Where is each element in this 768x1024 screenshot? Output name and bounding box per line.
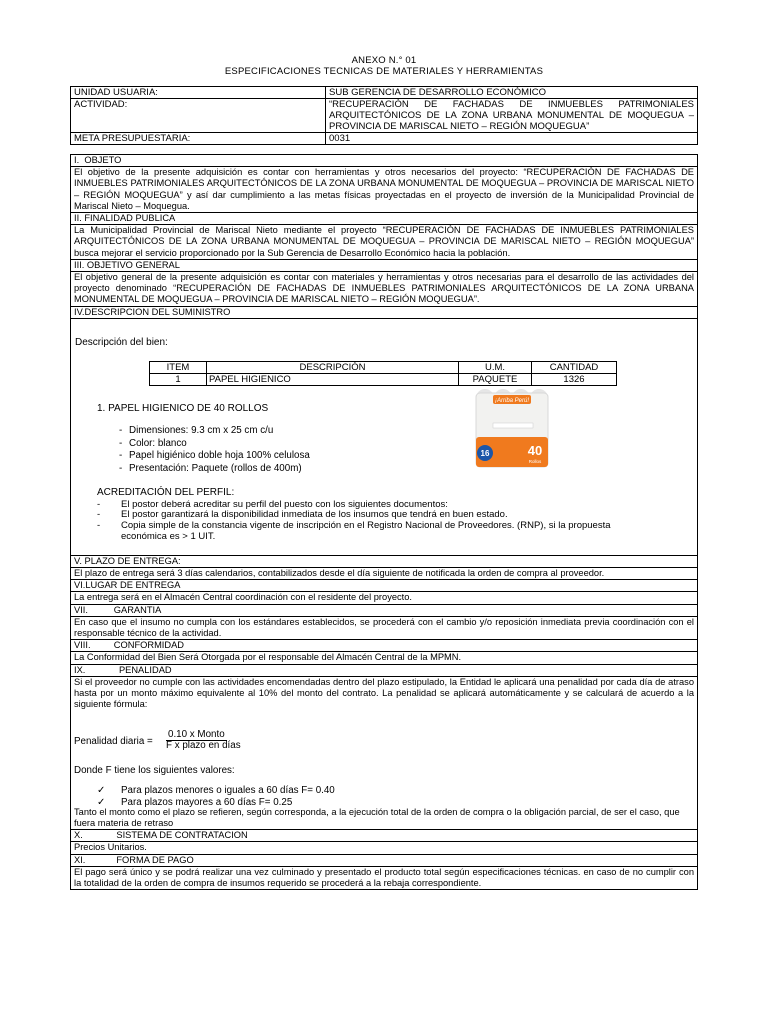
items-header-row bbox=[150, 361, 617, 373]
formula-numerator: 0.10 x Monto bbox=[168, 728, 225, 740]
meta-label: META PRESUPUESTARIA: bbox=[71, 133, 326, 145]
th-item: ITEM bbox=[150, 361, 207, 373]
cell-descripcion: PAPEL HIGIENICO bbox=[207, 373, 459, 385]
image-badge-text: 16 bbox=[480, 448, 490, 458]
check-icon: ✓ bbox=[97, 796, 106, 808]
acred-item-3: Copia simple de la constancia vigente de inscripción en el Registro Nacional de Proveedores. (RNP), si la propuesta económica es > 1 UIT. bbox=[121, 520, 611, 542]
suministro-content bbox=[71, 318, 697, 555]
section-finalidad-heading: II. FINALIDAD PUBLICA bbox=[71, 212, 697, 224]
image-sub-text: Rollos bbox=[528, 458, 542, 464]
list-item: - El postor garantizará la disponibilidad inmediata de los insumos que tendrá en buen estado. bbox=[97, 509, 508, 521]
items-table bbox=[149, 361, 617, 386]
f-item-2: Para plazos mayores a 60 días F= 0.25 bbox=[121, 796, 293, 808]
actividad-label: ACTIVIDAD: bbox=[71, 99, 326, 133]
meta-value: 0031 bbox=[326, 133, 698, 145]
formula-label: Penalidad diaria = bbox=[74, 735, 153, 747]
section-sistema-text: Precios Unitarios. bbox=[71, 841, 697, 853]
list-item: - Presentación: Paquete (rollos de 400m) bbox=[119, 463, 302, 475]
section-sistema-heading: X. SISTEMA DE CONTRATACION bbox=[71, 829, 697, 841]
toilet-paper-package-image bbox=[471, 389, 553, 471]
product-title: 1. PAPEL HIGIENICO DE 40 ROLLOS bbox=[97, 402, 269, 414]
section-objetivo-text: El objetivo general de la presente adquisición es contar con materiales y herramientas y otros necesarias para el desarrollo de las actividades del proyecto denominado “RECUPERACIÓN DE FACHADAS DE INMUEBLES PATRIMONIALES ARQUITECTÓNICOS DE LA ZONA URBANA MONUMENTAL DE MOQUEGUA – PROVINCIA DE MARISCAL NIETO – REGIÓN MOQUEGUA”. bbox=[71, 271, 697, 306]
cell-um: PAQUETE bbox=[459, 373, 532, 385]
section-objetivo-heading: III. OBJETIVO GENERAL bbox=[71, 259, 697, 271]
section-objeto-heading: I. OBJETO bbox=[74, 155, 122, 165]
section-penalidad-heading: IX. PENALIDAD bbox=[71, 664, 697, 676]
list-item: - El postor deberá acreditar su perfil del puesto con los siguientes documentos: bbox=[97, 498, 448, 510]
spec-presentacion: Presentación: Paquete (rollos de 400m) bbox=[129, 463, 302, 475]
section-conformidad-heading: VIII. CONFORMIDAD bbox=[71, 639, 697, 651]
check-icon: ✓ bbox=[97, 784, 106, 796]
section-objeto-text: El objetivo de la presente adquisición es contar con herramientas y otros necesarios del proyecto: “RECUPERACIÓN DE FACHADAS DE INMUEBLES PATRIMONIALES ARQUITECTÓNICOS DE LA ZONA URBANA MONUMENTAL DE MOQUEGUA – PROVINCIA DE MARISCAL NIETO – REGIÓN MOQUEGUA” y así dar cumplimiento a las metas físicas proyectadas en el proyecto de inversión de la Municipalidad Provincial de Mariscal Nieto – Moquegua. bbox=[71, 166, 697, 212]
acred-item-1: El postor deberá acreditar su perfil del puesto con los siguientes documentos: bbox=[121, 498, 448, 510]
th-descripcion: DESCRIPCIÓN bbox=[207, 361, 459, 373]
section-finalidad-text: La Municipalidad Provincial de Mariscal Nieto mediante el proyecto “RECUPERACIÓN DE FACHADAS DE INMUEBLES PATRIMONIALES ARQUITECTÓNICOS DE LA ZONA URBANA MONUMENTAL DE MOQUEGUA – PROVINCIA DE MARISCAL NIETO – REGIÓN MOQUEGUA” busca mejorar el servicio proporcionado por la Sub Gerencia de Desarrollo Económico hacia la población. bbox=[71, 224, 697, 259]
cell-item: 1 bbox=[150, 373, 207, 385]
list-item bbox=[97, 797, 335, 809]
spec-color: Color: blanco bbox=[129, 437, 187, 449]
f-values-intro: Donde F tiene los siguientes valores: bbox=[74, 764, 235, 776]
f-values-list bbox=[97, 785, 335, 809]
section-lugar-text: La entrega será en el Almacén Central coordinación con el residente del proyecto. bbox=[71, 591, 697, 603]
acred-item-2: El postor garantizará la disponibilidad inmediata de los insumos que tendrá en buen estado. bbox=[121, 509, 508, 521]
image-count-text: 40 bbox=[527, 442, 543, 458]
section-garantia-heading: VII. GARANTIA bbox=[71, 604, 697, 616]
spec-material: Papel higiénico doble hoja 100% celulosa bbox=[129, 450, 310, 462]
image-brand-text: ¡Arriba Perú! bbox=[494, 397, 530, 404]
document-title: ESPECIFICACIONES TECNICAS DE MATERIALES Y HERRAMIENTAS bbox=[224, 66, 544, 77]
list-item bbox=[97, 785, 335, 797]
list-item: - Dimensiones: 9.3 cm x 25 cm c/u bbox=[119, 424, 274, 436]
section-pago-heading: XI. FORMA DE PAGO bbox=[71, 854, 697, 866]
table-row bbox=[150, 373, 617, 385]
penalidad-content bbox=[71, 676, 697, 807]
list-item: - Papel higiénico doble hoja 100% celulosa bbox=[119, 450, 310, 462]
th-um: U.M. bbox=[459, 361, 532, 373]
info-table bbox=[70, 86, 698, 145]
section-plazo-heading: V. PLAZO DE ENTREGA: bbox=[71, 555, 697, 567]
section-conformidad-text: La Conformidad del Bien Será Otorgada por el responsable del Almacén Central de la MPMN. bbox=[71, 651, 697, 663]
th-cantidad: CANTIDAD bbox=[532, 361, 617, 373]
desc-title: Descripción del bien: bbox=[75, 336, 168, 348]
actividad-value: “RECUPERACIÓN DE FACHADAS DE INMUEBLES PATRIMONIALES ARQUITECTÓNICOS DE LA ZONA URBANA MONUMENTAL DE MOQUEGUA – PROVINCIA DE MARISCAL NIETO – REGIÓN MOQUEGUA” bbox=[326, 99, 698, 133]
list-item: - Color: blanco bbox=[119, 437, 187, 449]
penalidad-final-text: Tanto el monto como el plazo se refieren, según corresponda, a la ejecución total de la orden de compra o la obligación parcial, de ser el caso, que fuera materia de retraso bbox=[74, 806, 680, 829]
specifications-box bbox=[70, 154, 698, 890]
unidad-label: UNIDAD USUARIA: bbox=[71, 87, 326, 99]
acreditacion-title: ACREDITACIÓN DEL PERFIL: bbox=[97, 486, 235, 498]
annex-number: ANEXO N.° 01 bbox=[351, 55, 417, 66]
section-garantia-text: En caso que el insumo no cumpla con los estándares establecidos, se procederá con el cambio y/o reposición inmediata previa coordinación con el responsable técnico de la actividad. bbox=[71, 616, 697, 639]
f-item-1: Para plazos menores o iguales a 60 días F= 0.40 bbox=[121, 784, 335, 796]
penalidad-text: Si el proveedor no cumple con las actividades encomendadas dentro del plazo estipulado, la Entidad le aplicará una penalidad por cada día de atraso hasta por un monto máximo equivalente al 10% del monto del contrato. La penalidad se aplicará automáticamente y se calculará de acuerdo a la siguiente fórmula: bbox=[74, 676, 694, 710]
section-pago-text: El pago será único y se podrá realizar una vez culminado y presentado el producto total según especificaciones técnicas. en caso de no cumplir con la totalidad de la orden de compra de insumos requerido se procederá a la rebaja correspondiente. bbox=[71, 866, 697, 889]
spec-dimensiones: Dimensiones: 9.3 cm x 25 cm c/u bbox=[129, 424, 274, 436]
section-lugar-heading: VI.LUGAR DE ENTREGA bbox=[71, 579, 697, 591]
section-plazo-text: El plazo de entrega será 3 días calendarios, contabilizados desde el día siguiente de notificada la orden de compra al proveedor. bbox=[71, 567, 697, 579]
unidad-value: SUB GERENCIA DE DESARROLLO ECONÓMICO bbox=[326, 87, 698, 99]
cell-cantidad: 1326 bbox=[532, 373, 617, 385]
acreditacion-list bbox=[97, 500, 657, 542]
section-suministro-heading: IV.DESCRIPCION DEL SUMINISTRO bbox=[71, 306, 697, 318]
list-item: - Copia simple de la constancia vigente de inscripción en el Registro Nacional de Proveedores. (RNP), si la propuesta económica es > 1 UIT. bbox=[97, 520, 611, 542]
formula-denominator: F x plazo en días bbox=[166, 739, 241, 751]
product-specs bbox=[119, 425, 310, 476]
